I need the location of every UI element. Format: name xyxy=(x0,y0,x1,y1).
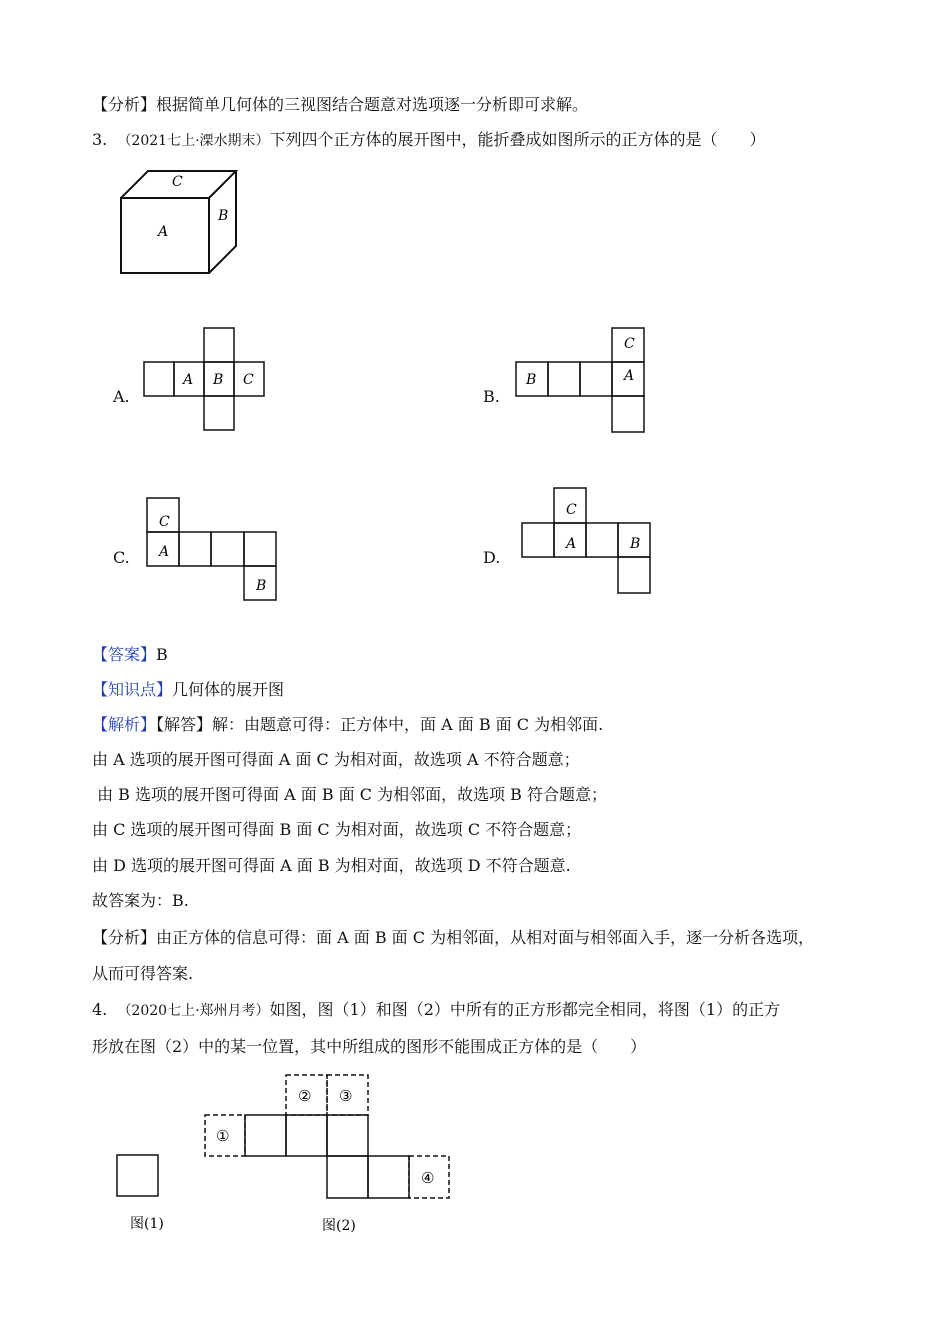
q4-number: 4. xyxy=(92,1000,108,1019)
net-d-face-b: B xyxy=(630,536,641,552)
net-a-face-c: C xyxy=(243,372,254,388)
q3-solution-head xyxy=(92,715,603,735)
net-a-face-a: A xyxy=(183,372,194,388)
q3-analysis xyxy=(92,928,814,948)
solution-line-3: 由 C 选项的展开图可得面 B 面 C 为相对面，故选项 C 不符合题意； xyxy=(92,820,582,839)
position-1: ① xyxy=(216,1127,230,1145)
figure-1-caption: 图(1) xyxy=(130,1216,164,1232)
net-d-face-c: C xyxy=(566,502,577,518)
option-b-net xyxy=(514,326,654,436)
position-2: ② xyxy=(298,1087,312,1105)
q4-stem-text-1: 如图，图（1）和图（2）中所有的正方形都完全相同，将图（1）的正方 xyxy=(269,1000,781,1019)
net-b-face-a: A xyxy=(624,368,635,384)
answer-tag: 【答案】 xyxy=(92,645,157,664)
solution-tag: 【解析】 xyxy=(92,715,157,734)
solution-line-1: 由 A 选项的展开图可得面 A 面 C 为相对面，故选项 A 不符合题意； xyxy=(92,750,580,769)
option-c-net xyxy=(145,496,285,606)
analysis-text-2: 从而可得答案. xyxy=(92,964,194,983)
q3-answer xyxy=(92,645,168,665)
prev-analysis xyxy=(92,95,588,115)
answer-value: B xyxy=(156,645,168,664)
net-d-face-a: A xyxy=(566,536,577,552)
position-3: ③ xyxy=(339,1087,353,1105)
q3-stem xyxy=(92,130,766,151)
position-4: ④ xyxy=(421,1169,435,1187)
net-c-face-a: A xyxy=(159,544,170,560)
net-c-face-b: B xyxy=(256,578,267,594)
q3-stem-text: 下列四个正方体的展开图中，能折叠成如图所示的正方体的是（ ） xyxy=(269,130,766,149)
solution-line-5: 故答案为：B. xyxy=(92,891,189,910)
option-c-label: C. xyxy=(113,548,130,567)
option-d-net xyxy=(520,486,660,601)
q3-knowledge xyxy=(92,680,284,700)
prev-analysis-tag: 【分析】 xyxy=(92,95,157,114)
figure-1 xyxy=(114,1152,174,1242)
cube-face-top: C xyxy=(172,174,183,190)
solution-line-2: 由 B 选项的展开图可得面 A 面 B 面 C 为相邻面，故选项 B 符合题意； xyxy=(92,785,608,804)
cube-face-right: B xyxy=(218,208,229,224)
figure-2 xyxy=(202,1073,462,1243)
q4-source: （2020七上·郑州月考） xyxy=(117,1003,270,1019)
net-b-face-b: B xyxy=(526,372,537,388)
analysis-tag: 【分析】 xyxy=(92,928,157,947)
figure-2-caption: 图(2) xyxy=(322,1218,356,1234)
solution-line-4: 由 D 选项的展开图可得面 A 面 B 为相对面，故选项 D 不符合题意. xyxy=(92,856,571,875)
cube-figure xyxy=(118,168,248,278)
solution-head-text: 【解答】解：由题意可得：正方体中，面 A 面 B 面 C 为相邻面. xyxy=(156,715,604,734)
q3-number: 3. xyxy=(92,130,108,149)
net-a-face-b: B xyxy=(213,372,224,388)
option-d-label: D. xyxy=(483,548,501,567)
knowledge-tag: 【知识点】 xyxy=(92,680,173,699)
net-c-face-c: C xyxy=(159,514,170,530)
knowledge-text: 几何体的展开图 xyxy=(172,680,285,699)
q4-stem-1 xyxy=(92,1000,780,1021)
analysis-text-1: 由正方体的信息可得：面 A 面 B 面 C 为相邻面，从相对面与相邻面入手，逐一分析各选项， xyxy=(156,928,815,947)
cube-face-front: A xyxy=(158,224,169,240)
option-a-net xyxy=(143,326,268,436)
q4-stem-2: 形放在图（2）中的某一位置，其中所组成的图形不能围成正方体的是（ ） xyxy=(92,1037,647,1056)
q3-source: （2021七上·溧水期末） xyxy=(117,133,270,149)
option-a-label: A. xyxy=(113,387,130,406)
net-b-face-c: C xyxy=(624,336,635,352)
option-b-label: B. xyxy=(483,387,500,406)
prev-analysis-text: 根据简单几何体的三视图结合题意对选项逐一分析即可求解。 xyxy=(156,95,589,114)
